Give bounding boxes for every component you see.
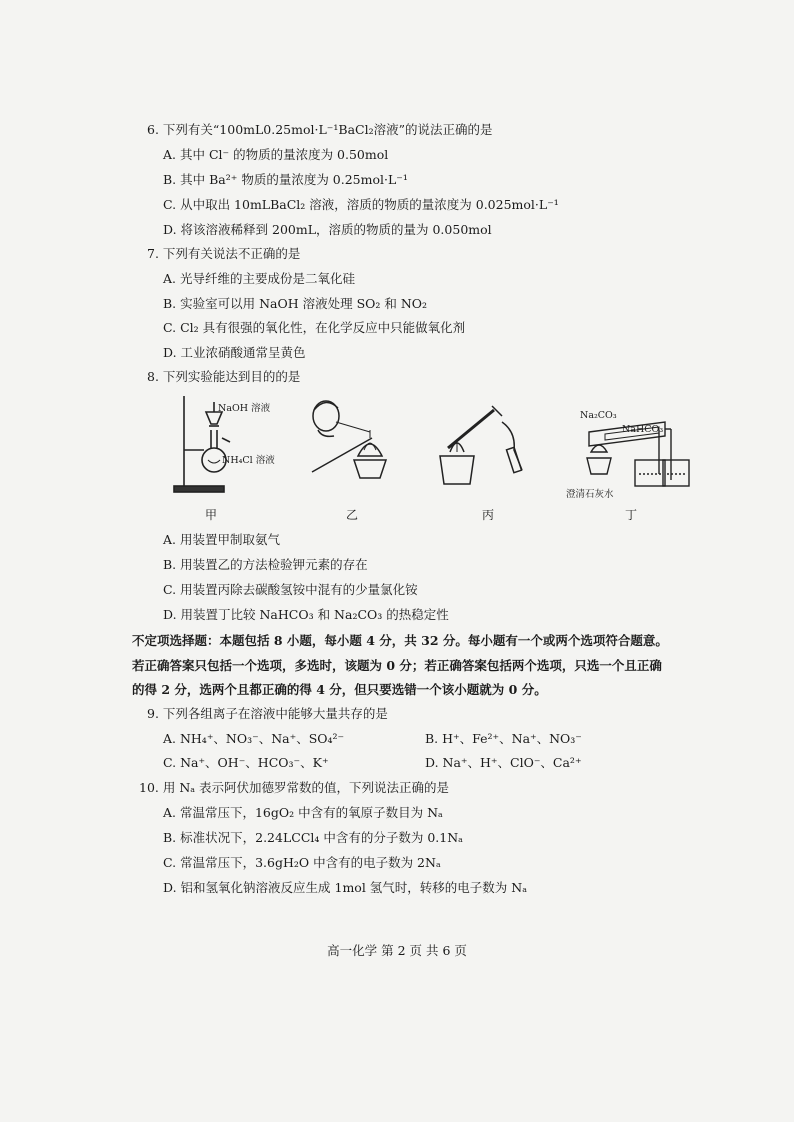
q7-option-a: A. 光导纤维的主要成份是二氧化硅 — [163, 271, 355, 286]
label-limewater: 澄清石灰水 — [566, 489, 614, 500]
q10-option-d: D. 铝和氢氧化钠溶液反应生成 1mol 氢气时，转移的电子数为 Nₐ — [163, 880, 528, 895]
q10-option-c: C. 常温常压下，3.6gH₂O 中含有的电子数为 2Nₐ — [163, 855, 441, 870]
figure-label-jia: 甲 — [205, 508, 218, 522]
q9-stem: 9. 下列各组离子在溶液中能够大量共存的是 — [147, 706, 388, 721]
q7-option-d: D. 工业浓硝酸通常呈黄色 — [163, 345, 306, 360]
q8-option-b: B. 用装置乙的方法检验钾元素的存在 — [163, 557, 368, 572]
q10-stem: 10. 用 Nₐ 表示阿伏加德罗常数的值，下列说法正确的是 — [139, 780, 450, 795]
q8-stem: 8. 下列实验能达到目的的是 — [147, 369, 301, 384]
q6-option-d: D. 将该溶液稀释到 200mL，溶质的物质的量为 0.050mol — [163, 222, 492, 237]
section-instructions-line-3: 的得 2 分，选两个且都正确的得 4 分，但只要选错一个该小题就为 0 分。 — [132, 682, 547, 697]
label-naoh-solution: NaOH 溶液 — [218, 403, 271, 414]
q7-stem: 7. 下列有关说法不正确的是 — [147, 246, 301, 261]
section-instructions-line-2: 若正确答案只包括一个选项，多选时，该题为 0 分；若正确答案包括两个选项，只选一个且正确 — [132, 658, 662, 673]
q9-option-c: C. Na⁺、OH⁻、HCO₃⁻、K⁺ — [163, 755, 329, 770]
q6-option-c: C. 从中取出 10mLBaCl₂ 溶液，溶质的物质的量浓度为 0.025mol·L⁻¹ — [163, 197, 559, 212]
apparatus-bing-illustration — [430, 392, 540, 497]
section-instructions-line-1: 不定项选择题：本题包括 8 小题，每小题 4 分，共 32 分。每小题有一个或两个选项符合题意。 — [132, 633, 668, 648]
page-footer: 高一化学 第 2 页 共 6 页 — [327, 943, 467, 958]
q10-option-a: A. 常温常压下，16gO₂ 中含有的氧原子数目为 Nₐ — [163, 805, 443, 820]
q9-option-d: D. Na⁺、H⁺、ClO⁻、Ca²⁺ — [425, 755, 582, 770]
apparatus-yi-illustration — [300, 392, 410, 497]
figure-label-bing: 丙 — [482, 508, 495, 522]
q8-option-d: D. 用装置丁比较 NaHCO₃ 和 Na₂CO₃ 的热稳定性 — [163, 607, 449, 622]
q8-option-c: C. 用装置丙除去碳酸氢铵中混有的少量氯化铵 — [163, 582, 418, 597]
q6-stem: 6. 下列有关“100mL0.25mol·L⁻¹BaCl₂溶液”的说法正确的是 — [147, 122, 493, 137]
label-nahco3: NaHCO₃ — [622, 424, 664, 435]
label-nh4cl-solution: NH₄Cl 溶液 — [222, 455, 275, 466]
label-na2co3: Na₂CO₃ — [580, 410, 617, 421]
q7-option-b: B. 实验室可以用 NaOH 溶液处理 SO₂ 和 NO₂ — [163, 296, 428, 311]
q9-option-b: B. H⁺、Fe²⁺、Na⁺、NO₃⁻ — [425, 731, 582, 746]
figure-label-yi: 乙 — [346, 508, 359, 522]
q6-option-b: B. 其中 Ba²⁺ 物质的量浓度为 0.25mol·L⁻¹ — [163, 172, 408, 187]
q9-option-a: A. NH₄⁺、NO₃⁻、Na⁺、SO₄²⁻ — [163, 731, 345, 746]
q10-option-b: B. 标准状况下，2.24LCCl₄ 中含有的分子数为 0.1Nₐ — [163, 830, 463, 845]
figure-label-ding: 丁 — [625, 508, 638, 522]
q6-option-a: A. 其中 Cl⁻ 的物质的量浓度为 0.50mol — [163, 147, 389, 162]
q7-option-c: C. Cl₂ 具有很强的氧化性，在化学反应中只能做氧化剂 — [163, 320, 466, 335]
apparatus-ding-illustration — [575, 392, 695, 497]
q8-option-a: A. 用装置甲制取氨气 — [163, 532, 280, 547]
